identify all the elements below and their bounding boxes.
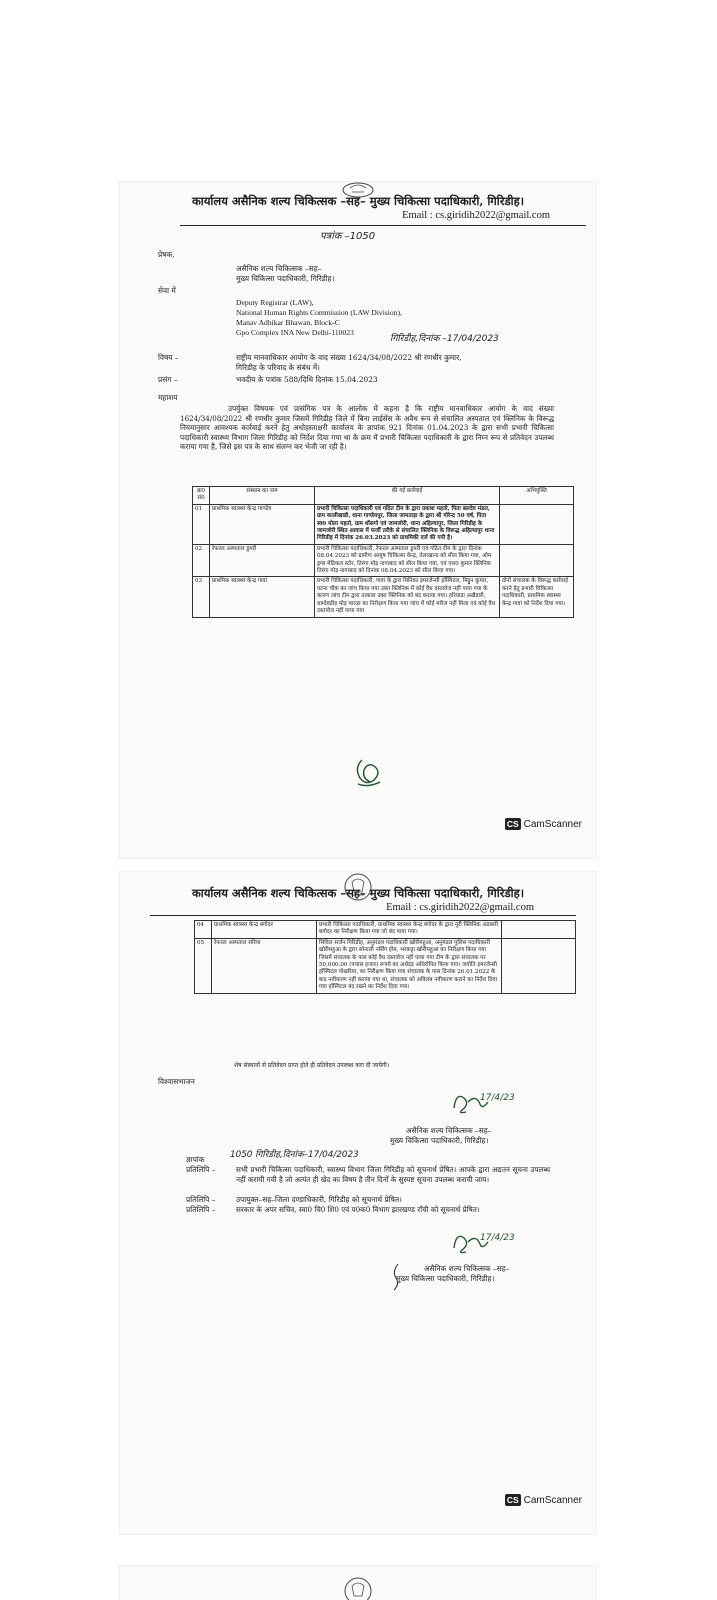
signatory-line-1: असैनिक शल्य चिकित्सक –सह–	[424, 1264, 510, 1273]
to-label: सेवा में	[158, 286, 176, 295]
to-line-1: Deputy Registrar (LAW),	[236, 298, 314, 307]
letter-date: गिरिडीह,दिनांक –17/04/2023	[390, 334, 499, 344]
camscanner-logo-icon: CS	[506, 1495, 519, 1505]
emblem-icon	[341, 1576, 375, 1600]
subject-label: विषय –	[158, 353, 179, 362]
from-label: प्रेषक,	[158, 250, 175, 259]
camscanner-label: CamScanner	[523, 1494, 582, 1506]
row-name: रेफरल अस्पताल सरिया	[212, 938, 317, 993]
row-sn: 03	[193, 577, 210, 617]
copy-text-3: सरकार के अपर सचिव, स्वा0 चि0 शि0 एवं प0क0 विभाग झारखण्ड राँची को सूचनार्थ प्रेषित।	[236, 1205, 480, 1214]
row-sn: 02	[193, 544, 210, 577]
row-action: प्रभारी चिकित्सा पदाधिकारी, गावां के द्वारा मिनिका इमरजेन्सी हॉस्पिटल, मिट्ठुन कुमार, पटना चौक का जांच किया गया उक्त क्लिनिक में कोई वैध दस्तावेज नहीं पाया गया के कारण जांच टीम द्वारा तत्काल उक्त क्लिनिक को बंद कराया गया। हरियाडा अखैडारी, धाम्देवडीह मोड़ माल्डा का निरीक्षण किया गया जांच में कोई मरीज नहीं मिला एवं कोई वैध दस्तावेज नहीं पाया गया	[315, 577, 500, 617]
office-email: Email : cs.giridih2022@gmail.com	[386, 902, 534, 913]
memo-label: ज्ञापांक	[186, 1155, 205, 1164]
document-page-1	[120, 182, 596, 858]
signature-date: 17/4/23	[480, 1093, 515, 1103]
row-name: रेफरल अस्पताल डुमरी	[210, 544, 315, 577]
row-remark	[502, 938, 576, 993]
from-line-2: मुख्य चिकित्सा पदाधिकारी, गिरिडीह।	[236, 274, 335, 283]
row-action: सिविल सर्जन गिरिडीह, अनुमंडल पदाधिकारी खोरीमहुआ, अनुमंडल पुलिस पदाधिकारी खोरीमहुआ के द्वारा सोनाली नर्सिंग होम, भरकट्टा खोरीमहुआ का निरीक्षण किया गया जिसमें संचालक के पास कोई वैध दस्तावेज नहीं पाया गया टीम के द्वारा संचालक पर 50,000.00 (पचास हजार) रूपये का अर्थदंड अधिरोपित किया गया। जयोति इमरजेन्सी हॉस्पिटल पोखरिया, का निरीक्षण किया गया संचालक के पास दिनांक 26.01.2022 के बाद नवीकरण नहीं कराया गया था, संचालक को अविलंब नवीकरण कराने का निर्देश दिया गया हॉस्पिटल बंद रखने का निर्देश दिया गया।	[317, 938, 502, 993]
signatory-line-2: मुख्य चिकित्सा पदाधिकारी, गिरिडीह।	[396, 1274, 495, 1283]
row-remark	[500, 544, 574, 577]
memo-number-date: 1050 गिरिडीह,दिनांक–17/04/2023	[230, 1150, 359, 1160]
action-table-continued	[194, 920, 576, 994]
row-action: प्रभारी चिकित्सा पदाधिकारी, प्राथमिक स्वास्थ्य केन्द्र बगोदर के द्वारा नूरी क्लिनिक अंडबारी बगोदर का निरीक्षण किया गया जो बंद पाया गया।	[317, 921, 502, 939]
camscanner-logo-icon: CS	[506, 819, 519, 829]
letter-ref: पत्रांक –1050	[320, 231, 376, 242]
copy-text-1: सभी प्रभारी चिकित्सा पदाधिकारी, स्वास्थ्य विभाग जिला गिरिडीह को सूचनार्थ प्रेषित। आपके द्वारा अद्यतन सूचना उपलब्ध नहीं करायी गयी है जो अत्यंत ही खेद का विषय है तीन दिनों के सुस्पष्ट सूचना उपलब्ध करायी जाय।	[236, 1165, 550, 1184]
table-row	[193, 544, 574, 577]
copy-label-3: प्रतिलिपि –	[186, 1205, 216, 1214]
col-header-remark: अभियुक्ति	[500, 487, 574, 505]
signatory-line-2: मुख्य चिकित्सा पदाधिकारी, गिरिडीह।	[390, 1136, 489, 1145]
signatory-line-1: असैनिक शल्य चिकित्सक –सह–	[406, 1126, 492, 1135]
camscanner-badge	[505, 818, 582, 830]
row-action: प्रभारी चिकित्सा पदाधिकारी एवं गठित टीम के द्वारा प्रकाश महतो, पिता बलदेव मंडल, ग्राम कालीखाडी, थाना गाण्डेयपुर, जिला जामताड़ा के द्वारा श्री गोरेन्द्र 50 वर्ष, पिता स्व0 मोला महतो, ग्राम थोंसगो एवं जामजोरी, थाना अहिल्यापुर, जिला गिरिडीह के जामजोरी स्थित आवास में फर्जी तरीके से संचालित क्लिनिक के विरूद्ध अहिल्यापुर थाना गिरिडीह में दिनांक 26.03.2023 को प्राथमिकी दर्ज की गयी है।	[315, 504, 500, 544]
row-sn: 04	[195, 921, 212, 939]
row-name: प्राथमिक स्वास्थ्य केन्द्र बगोदर	[212, 921, 317, 939]
row-name: प्राथमिक स्वास्थ्य केन्द्र गावां	[210, 577, 315, 617]
from-line-1: असैनिक शल्य चिकित्सक –सह–	[236, 264, 322, 273]
office-email: Email : cs.giridih2022@gmail.com	[402, 210, 550, 221]
camscanner-badge	[505, 1494, 582, 1506]
closing-faithfully: विश्वासभाजन	[158, 1077, 195, 1086]
copy-text-2: उपायुक्त–सह–जिला दण्डाधिकारी, गिरिडीह को सूचनार्थ प्रेषित।	[236, 1195, 402, 1204]
row-remark	[502, 921, 576, 939]
office-title: कार्यालय असैनिक शल्य चिकित्सक –सह– मुख्य चिकित्सा पदाधिकारी, गिरिडीह।	[191, 194, 525, 208]
table-row	[195, 938, 576, 993]
document-page-3	[120, 1566, 596, 1600]
col-header-sn: क्र0 सं0	[193, 487, 210, 505]
pen-mark	[390, 1262, 404, 1292]
row-sn: 05	[195, 938, 212, 993]
to-line-4: Gpo Complex INA New Delhi-110023	[236, 328, 354, 337]
row-remark	[500, 504, 574, 544]
row-action: प्रभारी चिकित्सा पदाधिकारी, रेफरल अस्पताल डुमरी एवं गठित टीम के द्वारा दिनांक 08.04.2023 को ग्रामीण आयुष चिकित्सा केन्द्र, तेलाखाना को सील किया गया, ओम ड्रग्स मेडिकल स्टोर, तिरंगा मोड़ नागाबाद को सील किया गया, एवं एस0 कुमार क्लिनिक तिरंगा मोड़ नागाबाद को दिनांक 08.04.2023 को सील किया गया।	[315, 544, 500, 577]
row-remark: दोनों संचालक के विरूद्ध कार्रवाई करने हेतु प्रभारी चिकित्सा पदाधिकारी, प्राथमिक स्वास्थ्य केन्द्र गावां को निर्देश दिया गया।	[500, 577, 574, 617]
header-rule	[150, 915, 576, 916]
to-line-2: National Human Rights Commission (LAW Division),	[236, 308, 402, 317]
table-row	[195, 921, 576, 939]
col-header-action: की गई कार्रवाई	[315, 487, 500, 505]
action-table	[192, 486, 574, 618]
row-name: प्राथमिक स्वास्थ्य केन्द्र गाण्डेय	[210, 504, 315, 544]
header-rule	[180, 225, 586, 226]
reference-text: भवदीय के पत्रांक 588/दिथि दिनांक 15.04.2023	[236, 375, 378, 384]
letter-body: उपर्युक्त विषयक एवं प्रासंगिक पत्र के आलोक में कहना है कि राष्ट्रीय मानवाधिकार आयोग के वाद संख्या 1624/34/08/2022 श्री रणधीर कुमार जिसमें गिरिडीह जिले में बिना लाईसेंस के अवैध रूप से संचालित अस्पताल एवं क्लिनिक के विरूद्ध नियमानुसार आवश्यक कार्रवाई करने हेतु अधोहस्ताक्षरी कार्यालय के ज्ञापांक 921 दिनांक 01.04.2023 के द्वारा सभी प्रभारी चिकित्सा पदाधिकारी स्वास्थ्य विभाग जिला गिरिडीह को निर्देश दिया गया था के क्रम में प्रभारी चिकित्सा पदाधिकारी के द्वारा निम्न रूप से प्रतिवेदन उपलब्ध कराया गया है, जिसे इस पत्र के साथ संलग्न कर भेजी जा रही है।	[180, 404, 554, 452]
table-footnote: शेष संस्थानों से प्रतिवेदन प्राप्त होते ही प्रतिवेदन उपलब्ध करा दी जायेगी।	[234, 1062, 390, 1069]
copy-label-2: प्रतिलिपि –	[186, 1195, 216, 1204]
copy-label-1: प्रतिलिपि –	[186, 1165, 216, 1174]
office-title: कार्यालय असैनिक शल्य चिकित्सक –सह– मुख्य चिकित्सा पदाधिकारी, गिरिडीह।	[191, 886, 525, 900]
table-header-row	[193, 487, 574, 505]
document-page-2	[120, 872, 596, 1534]
table-row	[193, 577, 574, 617]
reference-label: प्रसंग –	[158, 375, 178, 384]
salutation: महाशय	[158, 393, 178, 402]
subject-line-2: गिरिडीह के परिवाद के संबंध में।	[236, 363, 320, 372]
camscanner-label: CamScanner	[523, 818, 582, 830]
signature-mark	[352, 756, 384, 790]
to-line-3: Manav Adhikar Bhawan, Block-C	[236, 318, 340, 327]
signature-date: 17/4/23	[480, 1233, 515, 1243]
subject-line-1: राष्ट्रीय मानवाधिकार आयोग के वाद संख्या 1624/34/08/2022 श्री रणधीर कुमार,	[236, 353, 462, 362]
col-header-name: संस्थान का नाम	[210, 487, 315, 505]
table-row	[193, 504, 574, 544]
row-sn: 01	[193, 504, 210, 544]
